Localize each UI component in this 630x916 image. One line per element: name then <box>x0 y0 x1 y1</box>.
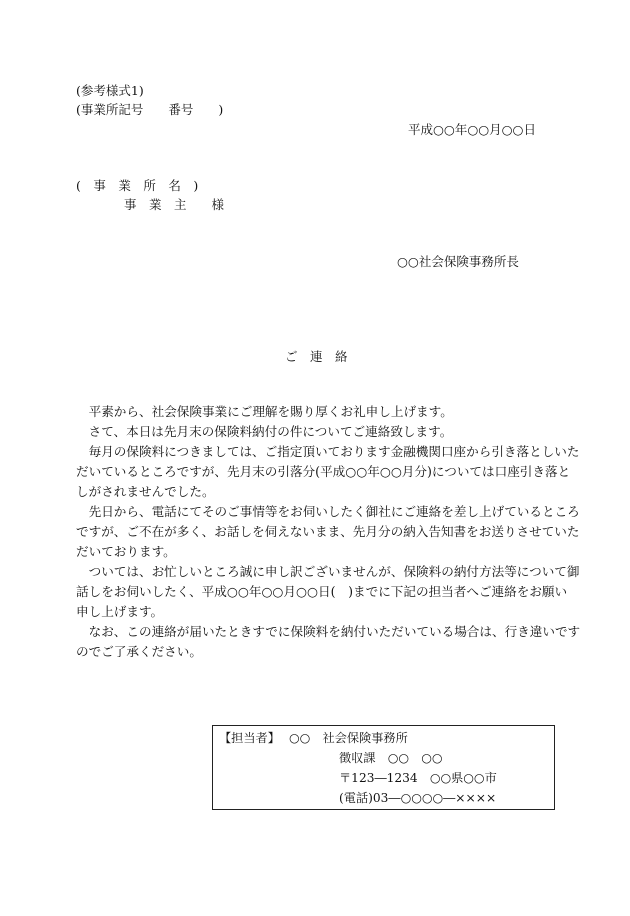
contact-office: ○○ 社会保険事務所 <box>289 731 408 745</box>
body-line: 平素から、社会保険事業にご理解を賜り厚くお礼申し上げます。 <box>76 404 453 419</box>
body-line: ですが、ご不在が多く、お話しを伺えないまま、先月分の納入告知書をお送りさせていた <box>76 524 580 539</box>
document-date: 平成○○年○○月○○日 <box>408 122 536 137</box>
contact-label: 【担当者】 <box>219 731 280 745</box>
body-line: ついては、お忙しいところ誠に申し訳ございませんが、保険料の納付方法等について御 <box>76 564 580 579</box>
body-line: のでご了承ください。 <box>76 644 202 659</box>
contact-phone: (電話)03―○○○○―×××× <box>339 791 497 805</box>
recipient-owner: 事 業 主 様 <box>124 197 225 212</box>
contact-box <box>212 725 555 810</box>
body-line: だいております。 <box>76 544 176 559</box>
body-line: 申し上げます。 <box>76 604 164 619</box>
body-line: さて、本日は先月末の保険料納付の件についてご連絡致します。 <box>76 424 453 439</box>
body-line: だいているところですが、先月末の引落分(平成○○年○○月分)については口座引き落と <box>76 464 571 479</box>
form-reference: (参考様式1) <box>76 83 144 98</box>
document-title: ご 連 絡 <box>285 349 348 364</box>
contact-address: 〒123―1234 ○○県○○市 <box>339 771 497 785</box>
recipient-office-name: ( 事 業 所 名 ) <box>76 178 199 193</box>
body-line: しがされませんでした。 <box>76 484 215 499</box>
body-line: なお、この連絡が届いたときすでに保険料を納付いただいている場合は、行き違いです <box>76 624 581 639</box>
body-line: 毎月の保険料につきましては、ご指定頂いております金融機関口座から引き落としいた <box>76 444 580 459</box>
contact-dept: 徴収課 ○○ ○○ <box>339 751 443 765</box>
office-code: (事業所記号 番号 ) <box>76 102 224 117</box>
body-line: 話しをお伺いしたく、平成○○年○○月○○日( )までに下記の担当者へご連絡をお願い <box>76 584 568 599</box>
sender-name: ○○社会保険事務所長 <box>397 254 519 269</box>
body-line: 先日から、電話にてそのご事情等をお伺いしたく御社にご連絡を差し上げているところ <box>76 504 580 519</box>
